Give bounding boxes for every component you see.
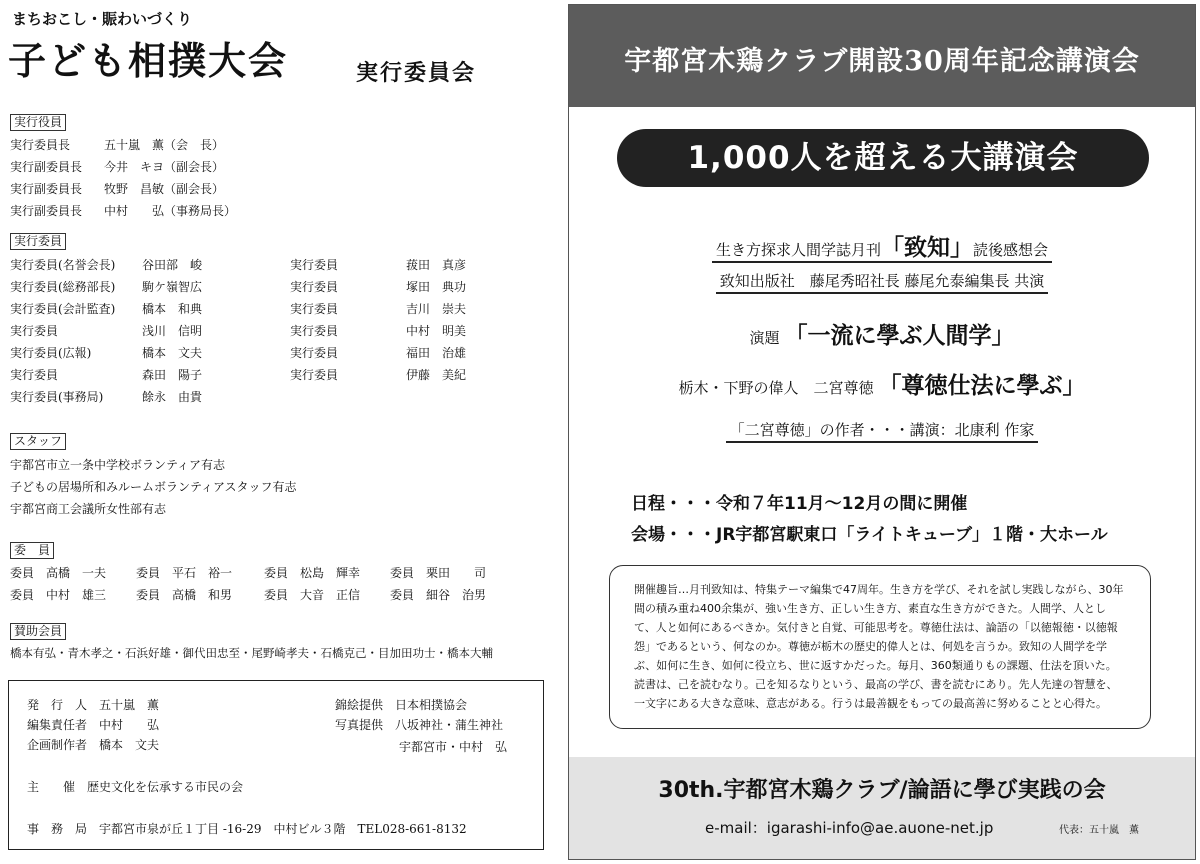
contact-email[interactable]: e-mail：igarashi-info@ae.auone-net.jp: [705, 819, 994, 837]
photo-credit-extra: 宇都宮市・中村 弘: [399, 740, 508, 754]
photo-credit: 写真提供 八坂神社・蒲生神社: [335, 718, 504, 732]
magazine-post: 読後感想会: [973, 241, 1049, 259]
right-page: [568, 4, 1196, 860]
member-role: 実行委員: [290, 324, 339, 338]
member-name: 橋本 和典: [142, 302, 203, 316]
member-role: 実行委員: [10, 324, 59, 338]
member-role: 実行委員: [290, 280, 339, 294]
magazine-line: [569, 229, 1195, 262]
officer-name: 今井 キヨ（副会長）: [104, 160, 225, 174]
planner: 企画制作者 橋本 文夫: [27, 738, 160, 752]
lecture-headline: 1,000人を超える大講演会: [617, 129, 1149, 187]
officer-name: 五十嵐 薫（会 長）: [104, 138, 225, 152]
committee-member: 委員 松島 輝幸: [264, 566, 361, 580]
editor: 編集責任者 中村 弘: [27, 718, 160, 732]
member-name: 駒ケ嶺智広: [142, 280, 203, 294]
member-name: 橋本 文夫: [142, 346, 203, 360]
committee-member: 委員 平石 裕一: [136, 566, 233, 580]
member-role: 実行委員: [290, 258, 339, 272]
event-subtitle: まちおこし・賑わいづくり: [12, 10, 193, 28]
officer-role: 実行副委員長: [10, 204, 83, 218]
art-credit: 錦絵提供 日本相撲協会: [335, 698, 468, 712]
ninomiya-line: [569, 367, 1195, 400]
lecturer: 「二宮尊徳」の作者・・・講演：北康利 作家: [726, 421, 1039, 443]
committee-member: 委員 大音 正信: [264, 588, 361, 602]
committee-member: 委員 高橋 一夫: [10, 566, 107, 580]
lecture-header-title: 宇都宮木鶏クラブ開設30周年記念講演会: [624, 46, 1140, 77]
member-role: 実行委員(会計監査): [10, 302, 116, 316]
member-role: 実行委員: [10, 368, 59, 382]
supporters-list: 橋本有弘・青木孝之・石浜好雄・御代田忠至・尾野崎孝夫・石橋克己・目加田功士・橋本大輔: [10, 646, 493, 660]
theme-label: 演題: [749, 329, 780, 347]
committee-member: 委員 栗田 司: [390, 566, 487, 580]
member-name: 森田 陽子: [142, 368, 203, 382]
office: 事 務 局 宇都宮市泉が丘１丁目 -16-29 中村ビル３階 TEL028-661-8132: [27, 822, 467, 836]
staff-item: 子どもの居場所和みルームボランティアスタッフ有志: [10, 480, 297, 494]
officer-role: 実行副委員長: [10, 182, 83, 196]
committee-member: 委員 中村 雄三: [10, 588, 107, 602]
member-role: 実行委員: [290, 368, 339, 382]
theme-title: 「一流に學ぶ人間学」: [784, 323, 1015, 349]
ninomiya-pre: 栃木・下野の偉人 二宮尊徳: [678, 379, 874, 397]
staff-label: スタッフ: [10, 433, 66, 450]
member-name: 福田 治雄: [406, 346, 467, 360]
member-name: 菝田 真彦: [406, 258, 467, 272]
venue: 会場・・・JR宇都宮駅東口「ライトキューブ」１階・大ホール: [631, 525, 1108, 545]
left-page: [0, 0, 560, 864]
members-label: 実行委員: [10, 233, 66, 250]
member-role: 実行委員(事務局): [10, 390, 104, 404]
committee-heading: 実行委員会: [356, 60, 477, 86]
representative: 代表：五十嵐 薫: [1059, 825, 1139, 836]
member-name: 餘永 由貴: [142, 390, 203, 404]
theme-line: [569, 317, 1195, 350]
organizer-footer: [569, 757, 1195, 859]
publication-info-box: [8, 680, 544, 850]
publisher: 発 行 人 五十嵐 薫: [27, 698, 160, 712]
officer-name: 中村 弘（事務局長）: [104, 204, 237, 218]
member-name: 伊藤 美紀: [406, 368, 467, 382]
member-name: 浅川 信明: [142, 324, 203, 338]
officer-name: 牧野 昌敏（副会長）: [104, 182, 225, 196]
event-title: 子ども相撲大会: [8, 39, 289, 83]
copresenters: 致知出版社 藤尾秀昭社長 藤尾允泰編集長 共演: [716, 272, 1049, 294]
member-name: 吉川 崇夫: [406, 302, 467, 316]
member-name: 塚田 典功: [406, 280, 467, 294]
magazine-title: 「致知」: [881, 235, 973, 261]
member-role: 実行委員(総務部長): [10, 280, 116, 294]
magazine-pre: 生き方探求人間学誌月刊: [715, 241, 881, 259]
ninomiya-title: 「尊徳仕法に學ぶ」: [878, 373, 1086, 399]
lecturer-line: [569, 419, 1195, 440]
officer-role: 実行委員長: [10, 138, 71, 152]
officer-role: 実行副委員長: [10, 160, 83, 174]
purpose-box: 開催趣旨…月刊致知は、特集テーマ編集で47周年。生き方を学び、それを試し実践しながら、30年間の積み重ね400余集が、強い生き方、正しい生き方、素直な生き方ができた。人間学、人として、人と如何にあるべきか。気付きと自覚、可能思考を。尊徳仕法は、論語の「以徳報徳・以徳報怨」であるという、何なのか。尊徳が栃木の歴史的偉人とは、何処を言うか。致知の人間学を学ぶ、如何に生き、如何に役立ち、世に返すかだった。毎月、360類通りもの課題、仕法を頂いた。読書は、己を読むなり。己を知るなりという、最高の学び、書を読むにあり。先人先達の智慧を、一文字にある大きな意味、意志がある。行うは最善観をもっての最高善に努めることと心得た。: [609, 565, 1151, 729]
staff-item: 宇都宮市立一条中学校ボランティア有志: [10, 458, 226, 472]
copresent-line: [569, 270, 1195, 291]
schedule: 日程・・・令和７年11月～12月の間に開催: [631, 494, 968, 514]
committee-member: 委員 細谷 治男: [390, 588, 487, 602]
member-name: 谷田部 峻: [142, 258, 203, 272]
member-role: 実行委員(名誉会長): [10, 258, 116, 272]
member-role: 実行委員(広報): [10, 346, 92, 360]
sponsor: 主 催 歴史文化を伝承する市民の会: [27, 780, 244, 794]
lecture-header: [569, 5, 1195, 107]
member-role: 実行委員: [290, 346, 339, 360]
member-role: 実行委員: [290, 302, 339, 316]
organizer-name: 30th.宇都宮木鶏クラブ/論語に學び実践の会: [658, 778, 1106, 803]
committee-member: 委員 高橋 和男: [136, 588, 233, 602]
member-name: 中村 明美: [406, 324, 467, 338]
officers-label: 実行役員: [10, 114, 66, 131]
committee-members-label: 委 員: [10, 542, 54, 559]
staff-item: 宇都宮商工会議所女性部有志: [10, 502, 167, 516]
supporters-label: 賛助会員: [10, 623, 66, 640]
